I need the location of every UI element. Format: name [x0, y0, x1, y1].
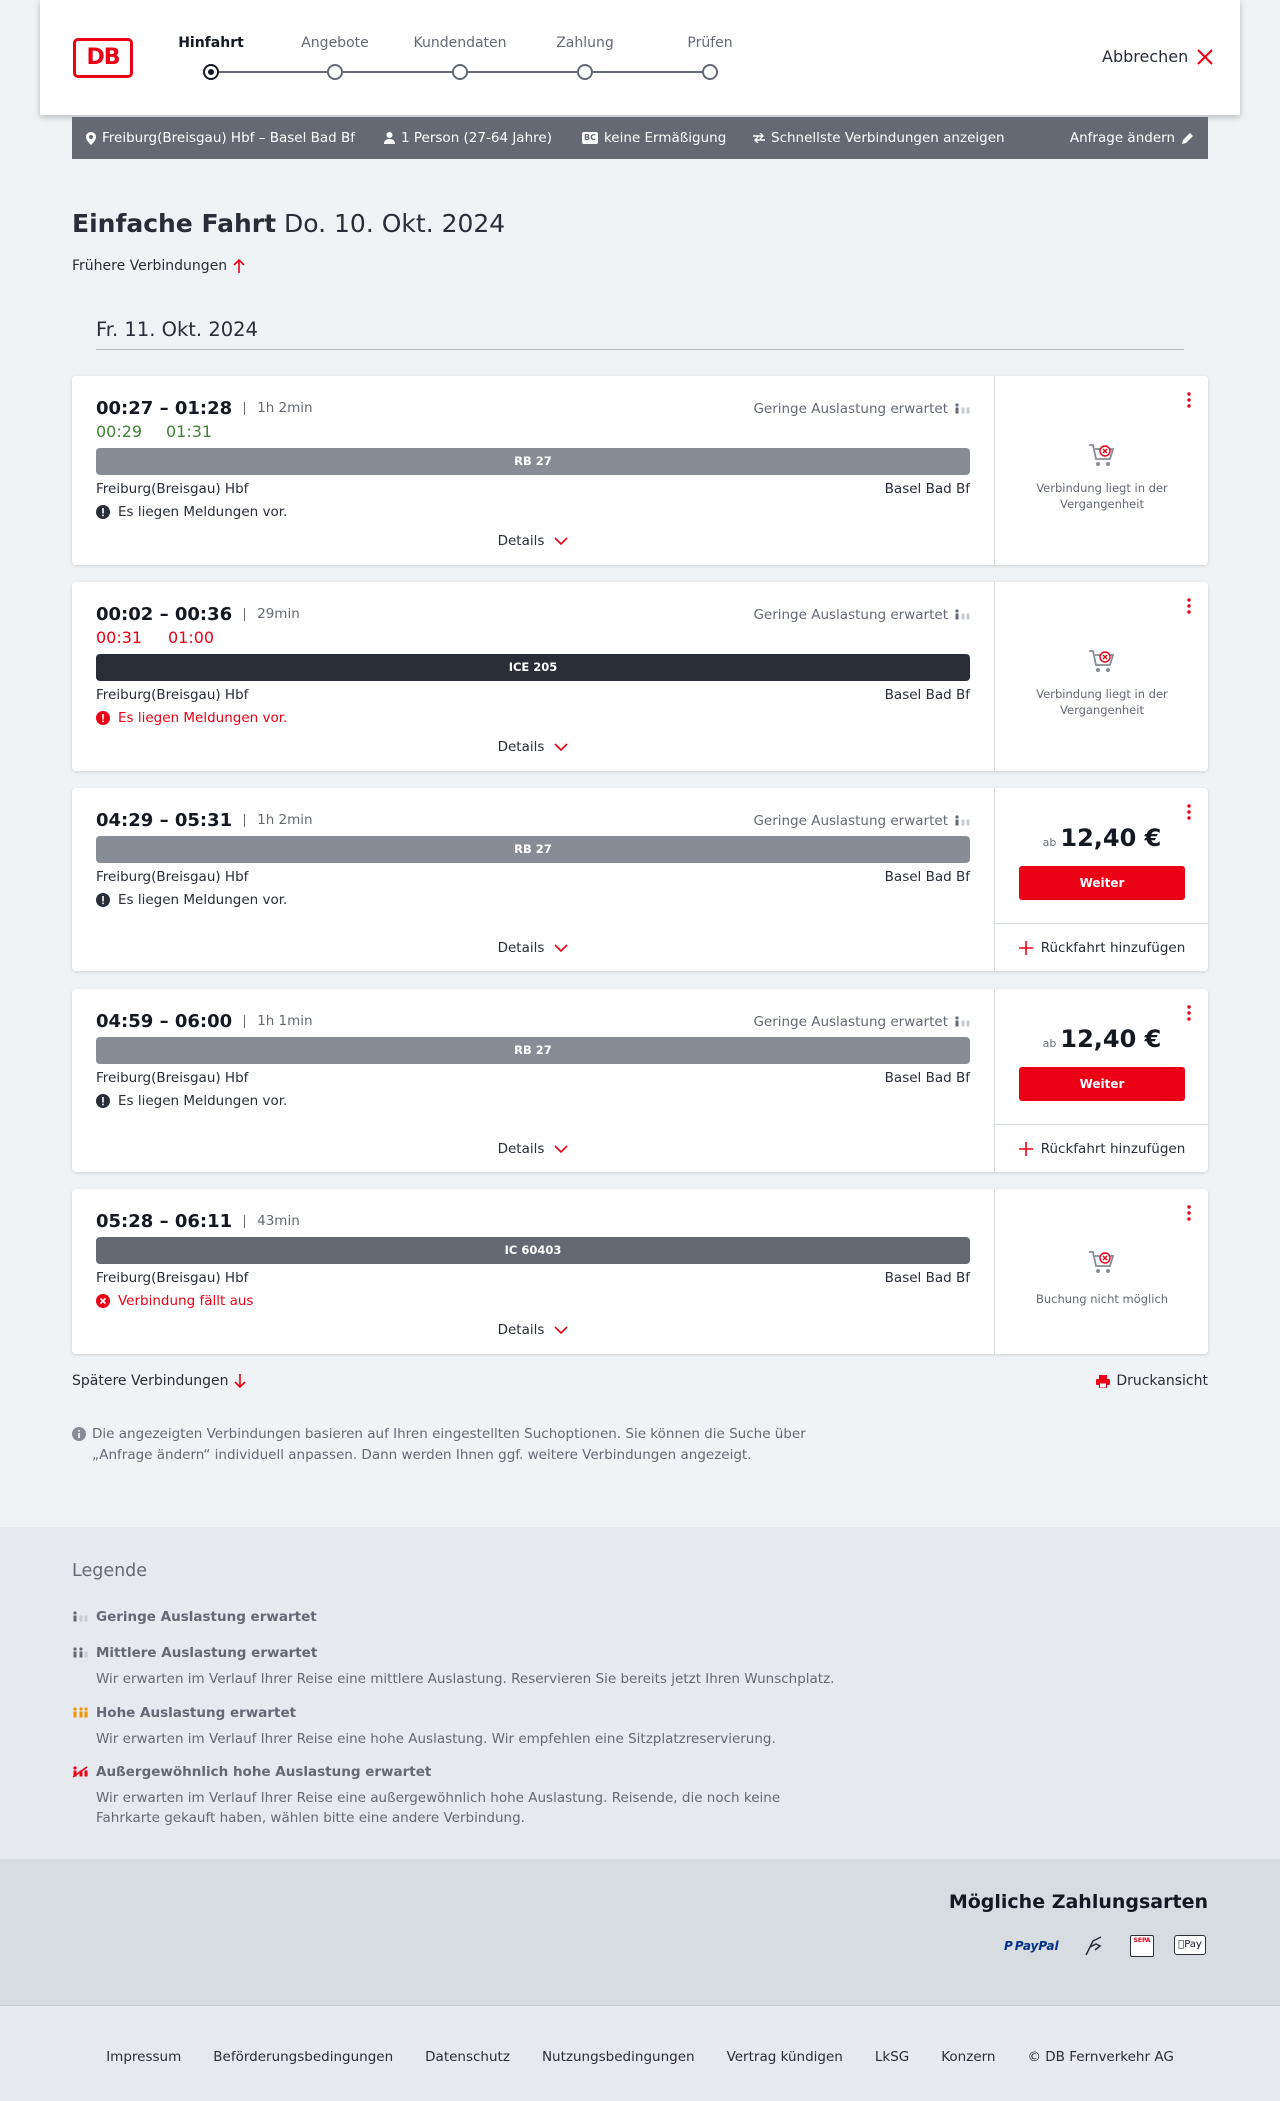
- price: [995, 824, 1209, 852]
- departure-station: Freiburg(Breisgau) Hbf: [96, 1070, 249, 1086]
- legend-section: [0, 1527, 1280, 1859]
- fastest-connections-toggle[interactable]: [753, 117, 1005, 159]
- arrival-station: Basel Bad Bf: [884, 1070, 970, 1086]
- notice-text: Es liegen Meldungen vor.: [118, 504, 288, 520]
- chevron-down-icon: [554, 1145, 568, 1153]
- step-hinfahrt-dot: [203, 64, 219, 80]
- duration: 1h 1min: [244, 1015, 312, 1028]
- print-view-link[interactable]: [1096, 1373, 1208, 1389]
- train-line-bar[interactable]: RB 27: [96, 1037, 970, 1064]
- later-label: Spätere Verbindungen: [72, 1373, 229, 1389]
- info-icon: [72, 1427, 86, 1441]
- step-pruefen-label: Prüfen: [687, 35, 733, 51]
- notice-message[interactable]: [96, 504, 287, 520]
- more-options-icon[interactable]: [1186, 392, 1192, 408]
- details-label: Details: [497, 1322, 545, 1338]
- footer-link-nutzungsbedingungen[interactable]: Nutzungsbedingungen: [541, 2049, 695, 2065]
- train-line-bar[interactable]: RB 27: [96, 448, 970, 475]
- booking-status: Verbindung liegt in der Vergangenheit: [1036, 481, 1168, 511]
- occupancy-very-high-icon: [72, 1766, 88, 1778]
- direct-debit-icon: [1083, 1935, 1105, 1957]
- occupancy-text: Geringe Auslastung erwartet: [753, 401, 948, 417]
- footer-link-lksg[interactable]: LkSG: [874, 2049, 910, 2065]
- legend-item-very-high: [72, 1764, 816, 1828]
- legend-item-title: Geringe Auslastung erwartet: [96, 1609, 317, 1625]
- legend-title: Legende: [72, 1561, 148, 1581]
- trip-date: Do. 10. Okt. 2024: [284, 209, 506, 238]
- details-toggle[interactable]: [72, 533, 994, 549]
- add-return-label: Rückfahrt hinzufügen: [1040, 1140, 1186, 1157]
- alert-icon: [96, 505, 110, 519]
- db-logo[interactable]: DB: [73, 38, 133, 78]
- connection-info: [72, 376, 994, 565]
- date-heading: Fr. 11. Okt. 2024: [96, 318, 258, 341]
- cancel-label: Abbrechen: [1102, 47, 1189, 66]
- planned-times: 04:29 – 05:31: [96, 810, 233, 831]
- occupancy-text: Geringe Auslastung erwartet: [753, 813, 948, 829]
- connection-times: [96, 1211, 300, 1232]
- occupancy-info: [753, 813, 970, 829]
- train-line-bar[interactable]: ICE 205: [96, 654, 970, 681]
- change-request-label: Anfrage ändern: [1069, 130, 1175, 146]
- alert-icon: [96, 711, 110, 725]
- price-value: 12,40 €: [1060, 824, 1162, 852]
- departure-station: Freiburg(Breisgau) Hbf: [96, 1270, 249, 1286]
- earlier-label: Frühere Verbindungen: [72, 258, 228, 274]
- details-label: Details: [497, 1141, 545, 1157]
- legend-item-text: Wir erwarten im Verlauf Ihrer Reise eine mittlere Auslastung. Reservieren Sie bereits jetzt Ihren Wunschplatz.: [96, 1671, 835, 1687]
- connection-times: [96, 1011, 313, 1032]
- alert-icon: [96, 1094, 110, 1108]
- cancelled-icon: [96, 1294, 110, 1308]
- train-line-bar[interactable]: IC 60403: [96, 1237, 970, 1264]
- price: [995, 1025, 1209, 1053]
- travellers-info: [384, 117, 552, 159]
- change-request-button[interactable]: [1070, 117, 1194, 159]
- cart-unavailable-icon: [1085, 1247, 1117, 1277]
- arrival-station: Basel Bad Bf: [884, 687, 970, 703]
- payment-methods-section: [0, 1859, 1280, 2005]
- footer-link-konzern[interactable]: Konzern: [941, 2049, 996, 2065]
- price-value: 12,40 €: [1060, 1025, 1162, 1053]
- details-toggle[interactable]: [72, 940, 994, 956]
- occupancy-text: Geringe Auslastung erwartet: [753, 1014, 948, 1030]
- paypal-label: PayPal: [1014, 1939, 1059, 1953]
- progress-header: [40, 0, 1240, 115]
- print-label: Druckansicht: [1116, 1373, 1208, 1389]
- footer-links: [0, 2049, 1280, 2065]
- details-toggle[interactable]: [72, 1322, 994, 1338]
- person-icon: [384, 132, 395, 144]
- more-options-icon[interactable]: [1186, 1205, 1192, 1221]
- departure-station: Freiburg(Breisgau) Hbf: [96, 481, 249, 497]
- add-return-button[interactable]: [995, 923, 1209, 971]
- notice-text: Es liegen Meldungen vor.: [118, 710, 288, 726]
- offer-panel: [994, 989, 1208, 1172]
- trip-type: Einfache Fahrt: [72, 209, 277, 238]
- notice-message[interactable]: [96, 1093, 287, 1109]
- cart-unavailable-icon: [1085, 440, 1117, 470]
- step-kundendaten-dot: [452, 64, 468, 80]
- arrow-up-icon: [233, 259, 245, 273]
- departure-station: Freiburg(Breisgau) Hbf: [96, 869, 249, 885]
- footer-link-datenschutz[interactable]: Datenschutz: [425, 2049, 510, 2065]
- travellers-text: 1 Person (27-64 Jahre): [401, 130, 552, 146]
- offer-panel: [994, 788, 1208, 971]
- info-text: Die angezeigten Verbindungen basieren auf Ihren eingestellten Suchoptionen. Sie können die Suche über „Anfrage ändern“ individuell anpassen. Dann werden Ihnen ggf. weitere Verbindungen angezeigt.: [92, 1426, 806, 1463]
- close-icon: [1196, 48, 1214, 66]
- chevron-down-icon: [554, 537, 568, 545]
- occupancy-info: [753, 401, 970, 417]
- arrival-station: Basel Bad Bf: [884, 1270, 970, 1286]
- connection-times: [96, 604, 300, 625]
- step-angebote-label: Angebote: [301, 35, 369, 51]
- cancel-button[interactable]: [1102, 47, 1214, 66]
- chevron-down-icon: [554, 944, 568, 952]
- offer-panel: [994, 582, 1208, 771]
- legend-item-low: [72, 1609, 317, 1625]
- duration: 29min: [244, 608, 300, 621]
- connection-times: [96, 810, 313, 831]
- duration: 1h 2min: [244, 814, 312, 827]
- booking-status: Buchung nicht möglich: [1035, 1292, 1169, 1306]
- location-pin-icon: [86, 132, 96, 145]
- arrival-station: Basel Bad Bf: [884, 869, 970, 885]
- footer: [0, 2005, 1280, 2101]
- duration: 1h 2min: [244, 402, 312, 415]
- connection-card: [72, 1189, 1208, 1354]
- continue-button[interactable]: Weiter: [1019, 1067, 1185, 1101]
- offer-panel: [994, 1189, 1208, 1354]
- details-toggle[interactable]: [72, 1141, 994, 1157]
- connection-info: [72, 582, 994, 771]
- sepa-label: SEPA: [1133, 1937, 1151, 1944]
- chevron-down-icon: [554, 743, 568, 751]
- legend-item-high: [72, 1705, 776, 1749]
- step-angebote-dot: [327, 64, 343, 80]
- footer-link-impressum[interactable]: Impressum: [106, 2049, 182, 2065]
- planned-times: 00:02 – 00:36: [96, 604, 233, 625]
- legend-item-text: Wir erwarten im Verlauf Ihrer Reise eine hohe Auslastung. Wir empfehlen eine Sitzplatzreservierung.: [96, 1731, 776, 1747]
- connection-info: [72, 1189, 994, 1354]
- planned-times: 00:27 – 01:28: [96, 398, 233, 419]
- details-label: Details: [497, 533, 545, 549]
- more-options-icon[interactable]: [1186, 1005, 1192, 1021]
- planned-times: 05:28 – 06:11: [96, 1211, 233, 1232]
- realtime-arrival: 01:00: [168, 628, 215, 647]
- occupancy-low-icon: [954, 403, 970, 415]
- planned-times: 04:59 – 06:00: [96, 1011, 233, 1032]
- legend-item-medium: [72, 1645, 834, 1689]
- notice-text: Es liegen Meldungen vor.: [118, 1093, 288, 1109]
- arrival-station: Basel Bad Bf: [884, 481, 970, 497]
- realtime-arrival: 01:31: [166, 422, 213, 441]
- offer-panel: [994, 376, 1208, 565]
- apple-pay-icon: [1174, 1935, 1206, 1955]
- occupancy-low-icon: [954, 609, 970, 621]
- more-options-icon[interactable]: [1186, 804, 1192, 820]
- step-hinfahrt-label: Hinfahrt: [178, 35, 244, 51]
- train-line-bar[interactable]: RB 27: [96, 836, 970, 863]
- occupancy-low-icon: [954, 815, 970, 827]
- realtime-departure: 00:29: [96, 422, 143, 441]
- paypal-icon: P PayPal: [1004, 1935, 1059, 1957]
- step-pruefen-dot: [702, 64, 718, 80]
- fastest-text: Schnellste Verbindungen anzeigen: [771, 130, 1005, 146]
- step-zahlung-label: Zahlung: [556, 35, 614, 51]
- cart-unavailable-icon: [1085, 646, 1117, 676]
- pencil-icon: [1181, 132, 1194, 145]
- notice-message[interactable]: [96, 710, 287, 726]
- legend-item-title: Mittlere Auslastung erwartet: [96, 1645, 318, 1661]
- occupancy-info: [753, 1014, 970, 1030]
- cancellation-message[interactable]: [96, 1293, 253, 1309]
- step-zahlung-dot: [577, 64, 593, 80]
- occupancy-medium-icon: [72, 1647, 88, 1659]
- connection-card: [72, 376, 1208, 565]
- duration: 43min: [244, 1215, 300, 1228]
- connection-card: [72, 989, 1208, 1172]
- details-label: Details: [497, 940, 545, 956]
- plus-icon: [1019, 1142, 1033, 1156]
- earlier-connections-link[interactable]: [72, 258, 245, 274]
- legend-item-text: Wir erwarten im Verlauf Ihrer Reise eine außergewöhnlich hohe Auslastung. Reisende, die noch keine Fahrkarte gekauft haben, wählen bitte eine andere Verbindung.: [96, 1790, 781, 1826]
- connection-card: [72, 582, 1208, 771]
- step-kundendaten-label: Kundendaten: [413, 35, 507, 51]
- cancellation-text: Verbindung fällt aus: [118, 1293, 254, 1309]
- add-return-label: Rückfahrt hinzufügen: [1040, 939, 1186, 956]
- connection-card: [72, 788, 1208, 971]
- connection-times: [96, 398, 313, 419]
- footer-copyright: © DB Fernverkehr AG: [1027, 2049, 1174, 2065]
- apple-pay-label: Pay: [1181, 1939, 1199, 1950]
- payment-title: Mögliche Zahlungsarten: [948, 1891, 1208, 1913]
- continue-button[interactable]: Weiter: [1019, 866, 1185, 900]
- booking-status: Verbindung liegt in der Vergangenheit: [1036, 687, 1168, 717]
- swap-arrows-icon: [753, 133, 765, 143]
- add-return-button[interactable]: [995, 1124, 1209, 1172]
- occupancy-info: [753, 607, 970, 623]
- occupancy-text: Geringe Auslastung erwartet: [753, 607, 948, 623]
- discount-info: [582, 117, 726, 159]
- realtime-departure: 00:31: [96, 628, 143, 647]
- occupancy-high-icon: [72, 1707, 88, 1719]
- footer-link-vertrag-kuendigen[interactable]: Vertrag kündigen: [726, 2049, 843, 2065]
- discount-text: keine Ermäßigung: [603, 130, 727, 146]
- notice-text: Es liegen Meldungen vor.: [118, 892, 288, 908]
- arrow-down-icon: [234, 1374, 246, 1388]
- details-label: Details: [497, 739, 545, 755]
- date-divider: [96, 349, 1184, 350]
- legend-item-title: Hohe Auslastung erwartet: [96, 1705, 297, 1721]
- info-note: [72, 1424, 852, 1466]
- details-toggle[interactable]: [72, 739, 994, 755]
- plus-icon: [1019, 941, 1033, 955]
- price-prefix: ab: [1042, 1037, 1057, 1050]
- more-options-icon[interactable]: [1186, 598, 1192, 614]
- connection-info: [72, 788, 994, 971]
- route-info: [86, 117, 355, 159]
- departure-station: Freiburg(Breisgau) Hbf: [96, 687, 249, 703]
- notice-message[interactable]: [96, 892, 287, 908]
- chevron-down-icon: [554, 1326, 568, 1334]
- legend-item-title: Außergewöhnlich hohe Auslastung erwartet: [96, 1764, 432, 1780]
- page-title: [72, 209, 505, 238]
- printer-icon: [1096, 1375, 1110, 1388]
- search-summary-bar: [72, 117, 1208, 159]
- connection-info: [72, 989, 994, 1172]
- route-text: Freiburg(Breisgau) Hbf – Basel Bad Bf: [102, 130, 356, 146]
- later-connections-link[interactable]: [72, 1373, 246, 1389]
- alert-icon: [96, 893, 110, 907]
- occupancy-low-icon: [72, 1611, 88, 1623]
- footer-link-befoerderungsbedingungen[interactable]: Beförderungsbedingungen: [213, 2049, 394, 2065]
- price-prefix: ab: [1042, 836, 1057, 849]
- sepa-icon: [1130, 1935, 1154, 1957]
- occupancy-low-icon: [954, 1016, 970, 1028]
- bahncard-icon: BC: [584, 133, 596, 142]
